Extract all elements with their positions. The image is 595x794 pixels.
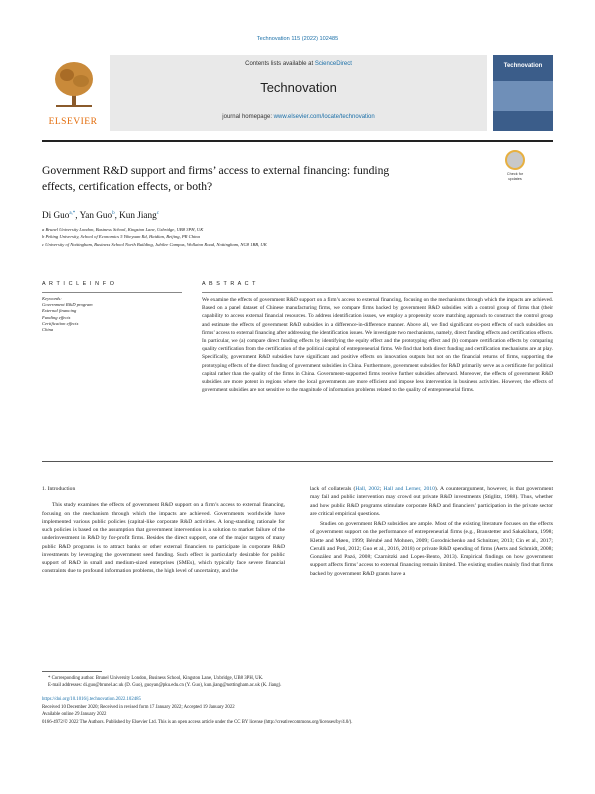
section-heading-introduction: 1. Introduction — [42, 486, 76, 492]
masthead — [42, 55, 553, 137]
publication-info — [42, 696, 553, 726]
body-paragraph: This study examines the effects of government R&D support on a firm’s access to external financing, focusing on the mechanism through which the impacts are achieved. Governments worldwide have implemented various public policies (capital-like corporate R&D activities. A long-standing rationale for such policies is based on the assumption that government intervention is a solution to market failure of the underinvestment in R&D by for-profit firms. Besides the direct support, one of the major targets of many public R&D programs is to attract banks or other external financiers to participate in corporate R&D investments by leveraging the government seed funding. Such effect is particularly desirable for public support of R&D in small and medium-sized enterprises (SMEs), which typically face severe financial constraints due to profound information problems, the high level of uncertainty, and the — [42, 502, 285, 575]
check-for-updates-badge[interactable]: Check for updates — [502, 150, 528, 184]
license-statement: 0166-4972/© 2022 The Authors. Published by Elsevier Ltd. This is an open access article under the CC BY license (http://creativecommons.org/licenses/by/4.0/). — [42, 719, 353, 725]
body-column-right — [310, 485, 553, 578]
doi-link[interactable]: https://doi.org/10.1016/j.technovation.2022.102485 — [42, 697, 141, 702]
keyword: Funding effects — [42, 314, 71, 320]
affiliations — [42, 226, 542, 248]
keywords-label: Keywords: — [42, 296, 62, 301]
contents-line: Contents lists available at ScienceDirect — [245, 61, 352, 67]
author-list: Di Guo$^{a,*}$, Yan Guo$^b$, Kun Jiang$^c$ — [42, 210, 159, 220]
elsevier-tree-icon — [52, 59, 96, 109]
abstract-bottom-rule — [42, 461, 553, 462]
abstract-heading: A B S T R A C T — [202, 281, 257, 287]
article-info-heading: A R T I C L E I N F O — [42, 281, 116, 287]
crossmark-icon — [505, 150, 525, 170]
article-title: Government R&D support and firms’ access to external financing: funding effects, certification effects, or both? — [42, 164, 390, 193]
corresponding-author-note: * Corresponding author. Brunel University London, Business School, Kingston Lane, Uxbridge, UB8 3PH, UK. — [48, 676, 264, 681]
journal-banner — [110, 55, 487, 131]
journal-title: Technovation — [260, 80, 337, 95]
citation-link[interactable]: Hall and Lerner, 2010 — [383, 486, 435, 492]
journal-homepage-link[interactable]: www.elsevier.com/locate/technovation — [273, 114, 375, 120]
affiliation-line: a Brunel University London, Business School, Kingston Lane, Uxbridge, UB8 3PH, UK — [42, 227, 204, 232]
homepage-line: journal homepage: www.elsevier.com/locate/technovation — [222, 114, 375, 120]
abstract-rule — [202, 292, 553, 293]
author-name[interactable]: Kun Jiang — [119, 210, 157, 220]
abstract-text: We examine the effects of government R&D support on a firm’s access to external financing, focusing on the mechanisms through which the impacts are achieved. Based on a panel dataset of Chinese manufacturing firms, we compare firms backed by government R&D subsidies with a control group of firms that (their capability to access external financial resources. To address identification issues, we employ a propensity score matching approach to construct the control group and estimate the effects of government R&D subsidies in a difference-in-difference manner. Above all, we find significant ex-post effects of such subsidies on firms’ access to external financing after addressing the identification issues. We investigate two mechanisms, namely, direct funding effects and certification effects. In particular, we (a) compare direct funding effects by identifying the equity effect and the prototyping effect and (b) compare certification effects by comparing quality certification from the certification of the political capital of entrepreneurial firms. We find that both direct funding and certification mechanisms are at play. Specifically, government R&D subsidies have significant and positive effects on innovation outputs but not on the financial returns of firms, supporting the prototyping effects of the direct funding of government subsidies in China. Furthermore, government subsidies for R&D primarily serve as a certificate for political capital rather than the quality of the firms in China. Government-supported firms receive further subsidies afterward. Moreover, the effects of government R&D subsidies are more potent in regions where the local governments are more efficient and impose less intervention in business activities. However, the effects of government subsidies are not sensitive to the magnitude of information problems related to the quality of entrepreneurial firms. — [202, 297, 553, 394]
keyword: External financing — [42, 308, 77, 314]
body-paragraph: Studies on government R&D subsidies are ample. Most of the existing literature focuses on the effects of government support on the performance of entrepreneurial firms (e.g., Branstetter and Sakakibara, 1998; Klette and Møen, 1999; Bérubé and Mohnen, 2009; Gorodnichenko and Schnitzer, 2013; Cin et al., 2017; Cerulli and Poti, 2012; Guo et al., 2016, 2018) or private R&D spending of firms (Aerts and Schmidt, 2008; González and Pazó, 2008; Czarnitzki and Lopes-Bento, 2013). Empirical findings on how government support affects firms’ access to external financing remain limited. The existing studies mainly find that firms backed by government R&D grants have a — [310, 521, 553, 577]
journal-reference[interactable]: Technovation 115 (2022) 102485 — [256, 36, 339, 42]
keyword: Government R&D program — [42, 302, 93, 308]
email-addresses[interactable]: E-mail addresses: di.guo@brunel.ac.uk (D. Guo), guoyan@pku.edu.cn (Y. Guo), kun.jiang@nottingham.ac.uk (K. Jiang). — [48, 683, 282, 689]
keywords-list — [42, 296, 182, 333]
footnotes — [42, 675, 553, 689]
available-online-date: Available online 29 January 2022 — [42, 712, 107, 718]
citation-link[interactable]: Hall, 2002 — [355, 486, 380, 492]
keyword: China — [42, 327, 54, 333]
keyword: Certification effects — [42, 320, 79, 326]
received-dates: Received 10 December 2020; Received in revised form 17 January 2022; Accepted 19 January 2022 — [42, 704, 235, 710]
body-column-left — [42, 485, 285, 576]
cover-title: Technovation — [503, 63, 543, 69]
publisher-logo — [42, 55, 104, 131]
cover-band — [493, 81, 553, 111]
footnote-rule — [42, 671, 102, 672]
author-name[interactable]: Yan Guo — [79, 210, 113, 220]
body-paragraph: lack of collaterals (Hall, 2002; Hall and Lerner, 2010). A counterargument, however, is that government may fail and public intervention may crowd out private R&D investments (Stiglitz, 1988). Thus, whether and how public R&D programs stimulate corporate R&D and financiers’ participation in the private sector are critical empirical questions. — [310, 486, 554, 517]
author-name[interactable]: Di Guo — [42, 210, 70, 220]
journal-cover-thumbnail — [493, 55, 553, 131]
publisher-logo-text: ELSEVIER — [48, 117, 98, 127]
sciencedirect-link[interactable]: ScienceDirect — [314, 61, 352, 67]
affiliation-line: b Peking University, School of Economics 5 Yiheyuan Rd, Haidian, Beijing, PR China — [42, 234, 200, 240]
masthead-divider — [42, 140, 553, 142]
affiliation-line: c University of Nottingham, Business School North Building, Jubilee Campus, Wollaton Road, Nottingham, NG8 1BB, UK — [42, 241, 267, 247]
article-info-rule — [42, 292, 182, 293]
